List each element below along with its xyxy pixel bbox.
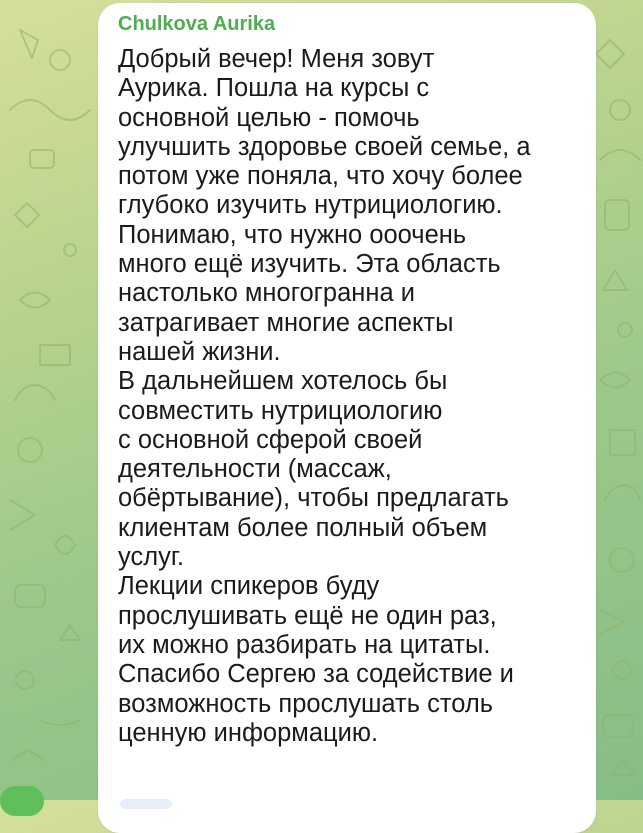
- message-text: [118, 45, 588, 748]
- message-line: возможность прослушать столь: [118, 689, 494, 718]
- message-line: В дальнейшем хотелось бы: [118, 367, 448, 396]
- message-line: совместить нутрициологию: [118, 396, 443, 425]
- message-line: ценную информацию.: [118, 718, 379, 747]
- message-line: услуг.: [118, 543, 185, 572]
- message-line: много ещё изучить. Эта область: [118, 250, 501, 279]
- message-line: их можно разбирать на цитаты.: [118, 630, 491, 659]
- message-line: Лекции спикеров буду: [118, 572, 380, 601]
- message-line: клиентам более полный объем: [118, 513, 488, 542]
- message-line: основной целью - помочь: [118, 103, 420, 132]
- message-line: деятельности (массаж,: [118, 455, 392, 484]
- message-line: настолько многогранна и: [118, 279, 415, 308]
- message-line: Добрый вечер! Меня зовут: [118, 45, 435, 73]
- message-line: улучшить здоровье своей семье, а: [118, 132, 531, 161]
- message-line: обёртывание), чтобы предлагать: [118, 484, 509, 513]
- message-line: потом уже поняла, что хочу более: [118, 162, 523, 191]
- message-line: нашей жизни.: [118, 337, 281, 366]
- message-line: Аурика. Пошла на курсы с: [118, 74, 430, 103]
- message-line: затрагивает многие аспекты: [118, 308, 454, 337]
- message-line: Понимаю, что нужно ооочень: [118, 220, 467, 249]
- avatar[interactable]: [0, 786, 44, 816]
- sender-name[interactable]: Chulkova Aurika: [118, 13, 276, 35]
- message-line: прослушивать ещё не один раз,: [118, 601, 497, 630]
- message-line: с основной сферой своей: [118, 425, 423, 454]
- message-line: Спасибо Сергею за содействие и: [118, 660, 514, 689]
- reaction-chip[interactable]: [120, 799, 172, 809]
- message-line: глубоко изучить нутрициологию.: [118, 191, 503, 220]
- message-bubble[interactable]: [98, 3, 596, 833]
